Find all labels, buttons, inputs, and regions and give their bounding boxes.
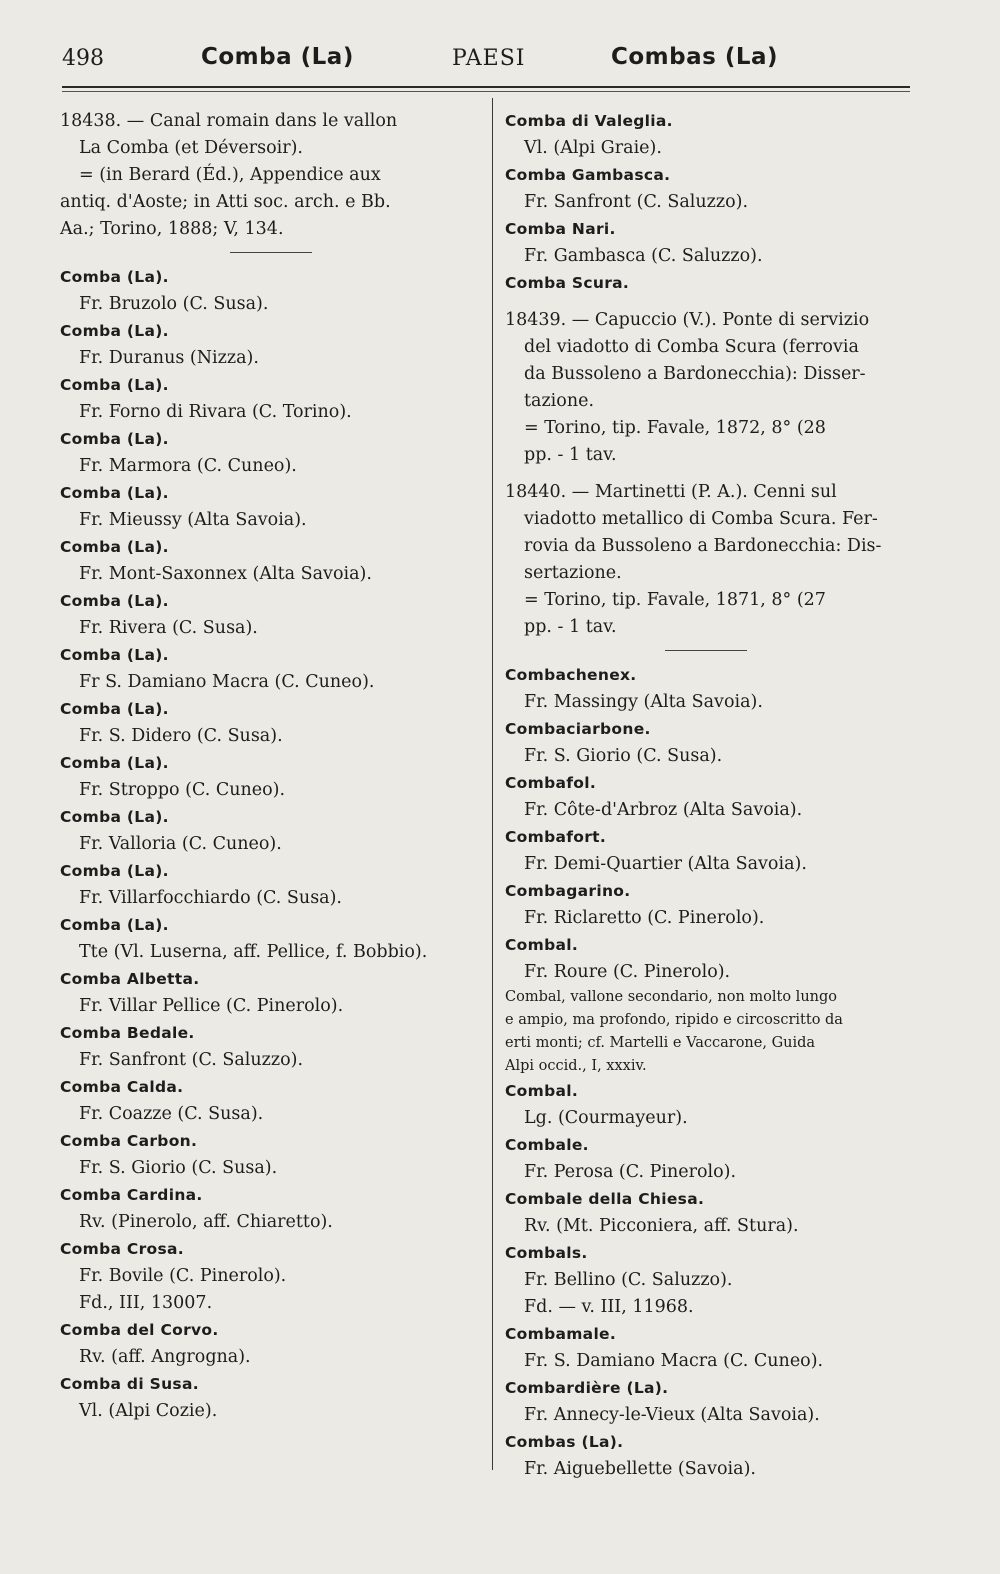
entry-line: Fr S. Damiano Macra (C. Cuneo). xyxy=(79,672,375,692)
entry-heading: Comba (La). xyxy=(60,484,169,502)
entry-heading: Comba (La). xyxy=(60,808,169,826)
spacer xyxy=(505,297,915,307)
entry-heading: Combamale. xyxy=(505,1325,617,1343)
entry-heading: Combafort. xyxy=(505,828,607,846)
entry-line: = Torino, tip. Favale, 1872, 8° (28 xyxy=(524,418,826,438)
entry-line: Fr. Bellino (C. Saluzzo). xyxy=(524,1270,733,1290)
entry-heading: Combale della Chiesa. xyxy=(505,1190,705,1208)
entry-line: Rv. (Pinerolo, aff. Chiaretto). xyxy=(79,1212,333,1232)
entry-line: Tte (Vl. Luserna, aff. Pellice, f. Bobbio). xyxy=(79,942,428,962)
entry-heading: Comba (La). xyxy=(60,376,169,394)
entry-line: Fr. S. Damiano Macra (C. Cuneo). xyxy=(524,1351,824,1371)
entry-line: 18439. — Capuccio (V.). Ponte di servizio xyxy=(505,310,870,330)
entry-heading: Comba Carbon. xyxy=(60,1132,198,1150)
entry-line: Fr. Perosa (C. Pinerolo). xyxy=(524,1162,737,1182)
entry-line: viadotto metallico di Comba Scura. Fer- xyxy=(524,509,878,529)
entry-line: Fr. Riclaretto (C. Pinerolo). xyxy=(524,908,765,928)
header-rule xyxy=(62,86,910,88)
entry-line: Fr. Côte-d'Arbroz (Alta Savoia). xyxy=(524,800,803,820)
entry-heading: Comba Crosa. xyxy=(60,1240,184,1258)
entry-line: da Bussoleno a Bardonecchia): Disser- xyxy=(524,364,866,384)
entry-heading: Comba Cardina. xyxy=(60,1186,203,1204)
entry-line: Vl. (Alpi Graie). xyxy=(524,138,662,158)
entry-heading: Comba Nari. xyxy=(505,220,616,238)
entry-line: Vl. (Alpi Cozie). xyxy=(79,1401,218,1421)
note-line: Alpi occid., I, xxxiv. xyxy=(505,1058,647,1074)
entry-heading: Comba (La). xyxy=(60,322,169,340)
running-head-center: PAESI xyxy=(452,46,526,71)
entry-heading: Combals. xyxy=(505,1244,588,1262)
entry-line: Fr. Bovile (C. Pinerolo). xyxy=(79,1266,287,1286)
page-number: 498 xyxy=(62,46,104,71)
entry-heading: Combale. xyxy=(505,1136,589,1154)
entry-line: Rv. (Mt. Picconiera, aff. Stura). xyxy=(524,1216,799,1236)
entry-heading: Combas (La). xyxy=(505,1433,624,1451)
entry-line: Fd. — v. III, 11968. xyxy=(524,1297,694,1317)
note-line: erti monti; cf. Martelli e Vaccarone, Guida xyxy=(505,1035,816,1051)
entry-heading: Comba (La). xyxy=(60,700,169,718)
entry-heading: Combaciarbone. xyxy=(505,720,651,738)
entry-line: Fr. Mieussy (Alta Savoia). xyxy=(79,510,307,530)
entry-line: Fr. Rivera (C. Susa). xyxy=(79,618,258,638)
entry-heading: Comba (La). xyxy=(60,646,169,664)
section-separator xyxy=(665,650,747,651)
running-head-left: Comba (La) xyxy=(201,44,354,70)
entry-line: Fr. Gambasca (C. Saluzzo). xyxy=(524,246,763,266)
entry-line: pp. - 1 tav. xyxy=(524,617,617,637)
entry-line: Fr. Coazze (C. Susa). xyxy=(79,1104,264,1124)
entry-line: Fr. Stroppo (C. Cuneo). xyxy=(79,780,286,800)
entry-heading: Comba Albetta. xyxy=(60,970,200,988)
entry-line: Fr. Bruzolo (C. Susa). xyxy=(79,294,269,314)
entry-heading: Comba Bedale. xyxy=(60,1024,195,1042)
running-head-right: Combas (La) xyxy=(611,44,779,70)
entry-line: Fr. Massingy (Alta Savoia). xyxy=(524,692,763,712)
entry-heading: Comba (La). xyxy=(60,268,169,286)
entry-line: Fd., III, 13007. xyxy=(79,1293,213,1313)
entry-heading: Comba Calda. xyxy=(60,1078,184,1096)
note-line: Combal, vallone secondario, non molto lungo xyxy=(505,989,838,1005)
entry-line: Fr. Duranus (Nizza). xyxy=(79,348,259,368)
entry-line: Fr. Villarfocchiardo (C. Susa). xyxy=(79,888,342,908)
column-divider xyxy=(492,98,493,1470)
header-rule-thin xyxy=(62,91,910,92)
entry-line: 18440. — Martinetti (P. A.). Cenni sul xyxy=(505,482,837,502)
entry-line: Fr. Aiguebellette (Savoia). xyxy=(524,1459,756,1479)
entry-line: tazione. xyxy=(524,391,595,411)
entry-line: Fr. Marmora (C. Cuneo). xyxy=(79,456,297,476)
entry-heading: Comba di Susa. xyxy=(60,1375,199,1393)
section-separator xyxy=(230,252,312,253)
entry-line: Fr. Sanfront (C. Saluzzo). xyxy=(524,192,749,212)
right-column xyxy=(505,108,915,1483)
entry-heading: Combafol. xyxy=(505,774,597,792)
entry-line: La Comba (et Déversoir). xyxy=(79,138,303,158)
entry-line: Lg. (Courmayeur). xyxy=(524,1108,688,1128)
entry-heading: Combardière (La). xyxy=(505,1379,669,1397)
entry-line: Fr. Roure (C. Pinerolo). xyxy=(524,962,731,982)
entry-heading: Combal. xyxy=(505,936,579,954)
entry-heading: Comba di Valeglia. xyxy=(505,112,673,130)
entry-heading: Combal. xyxy=(505,1082,579,1100)
entry-line: Fr. S. Giorio (C. Susa). xyxy=(79,1158,278,1178)
entry-line: Fr. Forno di Rivara (C. Torino). xyxy=(79,402,352,422)
entry-heading: Comba del Corvo. xyxy=(60,1321,219,1339)
entry-heading: Comba (La). xyxy=(60,862,169,880)
entry-line: antiq. d'Aoste; in Atti soc. arch. e Bb. xyxy=(60,192,391,212)
left-column xyxy=(60,108,480,1425)
note-line: e ampio, ma profondo, ripido e circoscritto da xyxy=(505,1012,843,1028)
spacer xyxy=(505,469,915,479)
entry-heading: Comba Scura. xyxy=(505,274,630,292)
entry-line: Fr. Demi-Quartier (Alta Savoia). xyxy=(524,854,807,874)
entry-heading: Combagarino. xyxy=(505,882,631,900)
entry-heading: Comba (La). xyxy=(60,430,169,448)
entry-line: del viadotto di Comba Scura (ferrovia xyxy=(524,337,859,357)
entry-line: 18438. — Canal romain dans le vallon xyxy=(60,111,398,131)
entry-line: Fr. Sanfront (C. Saluzzo). xyxy=(79,1050,304,1070)
entry-line: = (in Berard (Éd.), Appendice aux xyxy=(79,165,381,185)
entry-line: = Torino, tip. Favale, 1871, 8° (27 xyxy=(524,590,826,610)
entry-line: Fr. Villar Pellice (C. Pinerolo). xyxy=(79,996,344,1016)
entry-heading: Comba (La). xyxy=(60,916,169,934)
entry-line: Aa.; Torino, 1888; V, 134. xyxy=(60,219,284,239)
entry-line: Fr. Valloria (C. Cuneo). xyxy=(79,834,282,854)
entry-line: Fr. Mont-Saxonnex (Alta Savoia). xyxy=(79,564,372,584)
entry-heading: Comba (La). xyxy=(60,754,169,772)
entry-line: Fr. S. Giorio (C. Susa). xyxy=(524,746,723,766)
entry-line: pp. - 1 tav. xyxy=(524,445,617,465)
entry-heading: Comba (La). xyxy=(60,592,169,610)
entry-heading: Combachenex. xyxy=(505,666,637,684)
entry-line: Fr. Annecy-le-Vieux (Alta Savoia). xyxy=(524,1405,820,1425)
entry-line: sertazione. xyxy=(524,563,622,583)
entry-heading: Comba Gambasca. xyxy=(505,166,671,184)
entry-line: rovia da Bussoleno a Bardonecchia: Dis- xyxy=(524,536,882,556)
entry-line: Fr. S. Didero (C. Susa). xyxy=(79,726,283,746)
entry-line: Rv. (aff. Angrogna). xyxy=(79,1347,251,1367)
entry-heading: Comba (La). xyxy=(60,538,169,556)
